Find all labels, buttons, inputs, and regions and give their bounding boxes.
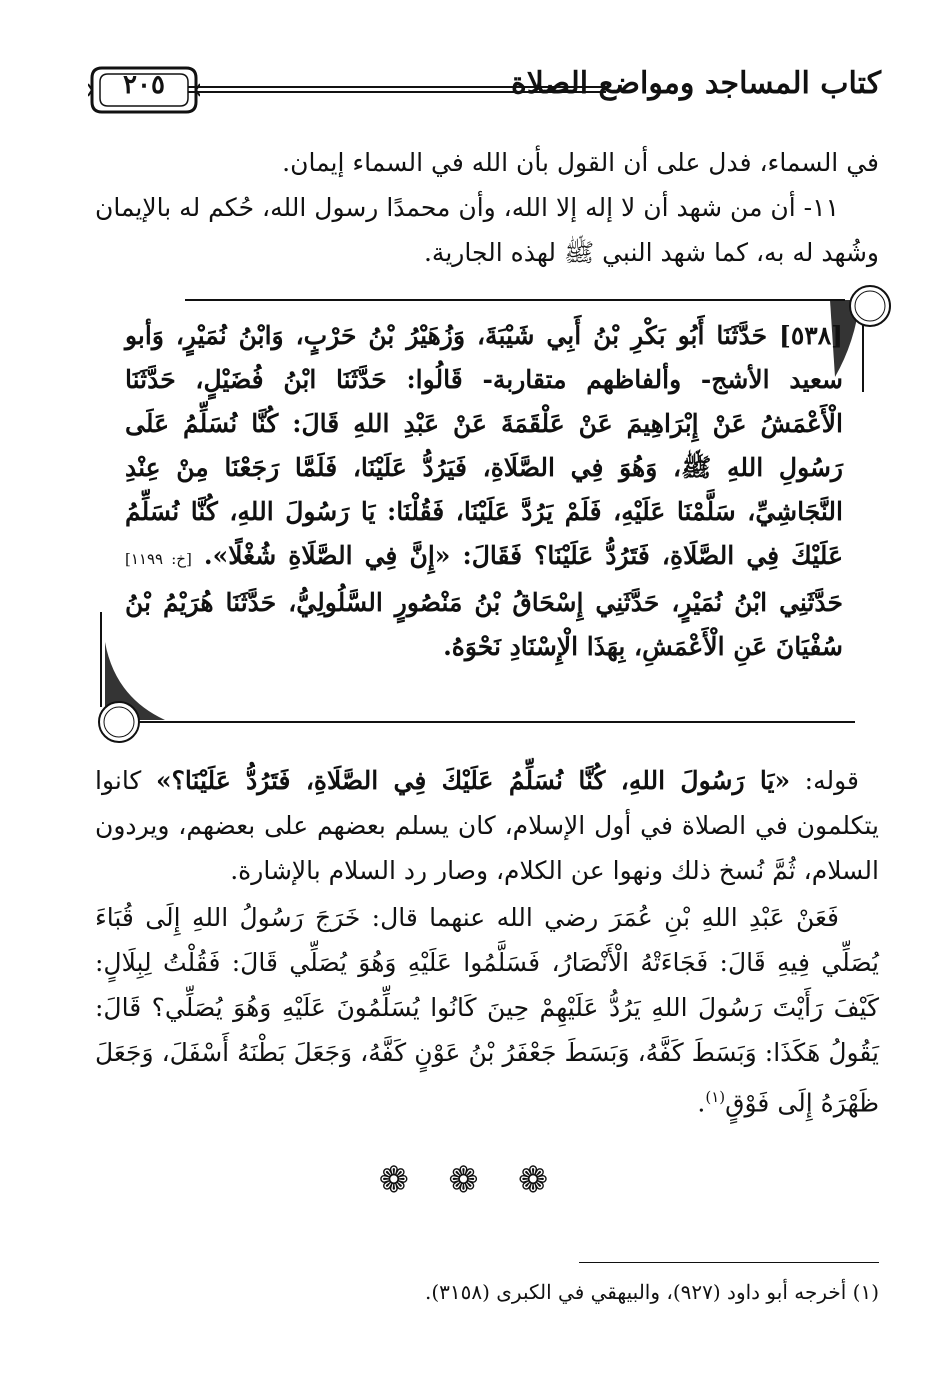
header-rule [188,86,606,93]
intro-line-1: في السماء، فدل على أن القول بأن الله في السماء إيمان. [282,148,879,177]
hadith-main-text: [٥٣٨] حَدَّثَنَا أَبُو بَكْرِ بْنُ أَبِي شَيْبَةَ، وَزُهَيْرُ بْنُ حَرْبٍ، وَابْنُ نُمَيْرٍ، وَأبو سعيد الأشج- وألفاظهم متقاربة- قَالُوا: حَدَّثَنَا ابْنُ فُضَيْلٍ، حَدَّثَنَا الْأَعْمَشُ عَنْ إِبْرَاهِيمَ عَنْ عَلْقَمَةَ عَنْ عَبْدِ اللهِ قَالَ: كُنَّا نُسَلِّمُ عَلَى رَسُولِ اللهِ ﷺ، وَهُوَ فِي الصَّلَاةِ، فَيَرُدُّ عَلَيْنَا، فَلَمَّا رَجَعْنَا مِنْ عِنْدِ النَّجَاشِيِّ، سَلَّمْنَا عَلَيْهِ، فَلَمْ يَرُدَّ عَلَيْنَا، فَقُلْنَا: يَا رَسُولَ اللهِ، كُنَّا نُسَلِّمُ عَلَيْكَ فِي الصَّلَاةِ، فَتَرُدُّ عَلَيْنَا؟ فَقَالَ: «إِنَّ فِي الصَّلَاةِ شُغْلًا». [125,321,843,570]
commentary-lead: قوله: [790,766,859,795]
commentary-paragraph-2 [95,895,879,1125]
footnote-rule [579,1262,879,1263]
ibn-umar-narration: فَعَنْ عَبْدِ اللهِ بْنِ عُمَرَ رضي الله عنهما قال: خَرَجَ رَسُولُ اللهِ إِلَى قُبَاءَ يُصَلِّي فِيهِ قَالَ: فَجَاءَتْهُ الْأَنْصَارُ، فَسَلَّمُوا عَلَيْهِ وَهُوَ يُصَلِّي قَالَ: فَقُلْتُ لِبِلَالٍ: كَيْفَ رَأَيْتَ رَسُولَ اللهِ يَرُدُّ عَلَيْهِمْ حِينَ كَانُوا يُسَلِّمُونَ عَلَيْهِ وَهُوَ يُصَلِّي؟ قَالَ: يَقُولُ هَكَذَا: وَبَسَطَ كَفَّهُ، وَبَسَطَ جَعْفَرُ بْنُ عَوْنٍ كَفَّهُ، وَجَعَلَ بَطْنَهُ أَسْفَلَ، وَجَعَلَ ظَهْرَهُ إِلَى فَوْقٍ [95,903,879,1118]
chapter-title: كتاب المساجد ومواضع الصلاة [510,66,881,101]
intro-point-11: ١١- أن من شهد أن لا إله إلا الله، وأن محمدًا رسول الله، حُكم له بالإيمان وشُهد له به، كما شهد النبي ﷺ لهذه الجارية. [95,193,879,267]
section-separator: ❁ ❁ ❁ [378,1160,563,1201]
commentary-explanation: كانوا يتكلمون في الصلاة في أول الإسلام، كان يسلم بعضهم على بعضهم، ويردون السلام، ثُمَّ نُسخ ذلك ونهوا عن الكلام، وصار رد السلام بالإشارة. [95,766,879,885]
sentence-end: . [697,1088,706,1118]
commentary-quote: «يَا رَسُولَ اللهِ، كُنَّا نُسَلِّمُ عَلَيْكَ فِي الصَّلَاةِ، فَتَرُدُّ عَلَيْنَا؟» [155,766,791,795]
hadith-reference: [خ: ١١٩٩] [125,550,192,568]
hadith-text [125,314,843,669]
intro-paragraph [95,140,879,275]
footnote-marker[interactable]: (١) [705,1088,726,1106]
page-number: ٢٠٥ [123,70,165,100]
commentary-paragraph-1 [95,758,879,893]
hadith-box [95,282,893,748]
footnote-1: (١) أخرجه أبو داود (٩٢٧)، والبيهقي في الكبرى (٣١٥٨). [424,1280,879,1304]
page-header [88,58,881,128]
hadith-second-chain: حَدَّثَنِي ابْنُ نُمَيْرٍ، حَدَّثَنِي إِسْحَاقُ بْنُ مَنْصُورٍ السَّلُولِيُّ، حَدَّثَنَا هُرَيْمُ بْنُ سُفْيَانَ عَنِ الْأَعْمَشِ، بِهَذَا الْإِسْنَادِ نَحْوَهُ. [125,588,843,661]
page-number-ornament [88,62,200,118]
